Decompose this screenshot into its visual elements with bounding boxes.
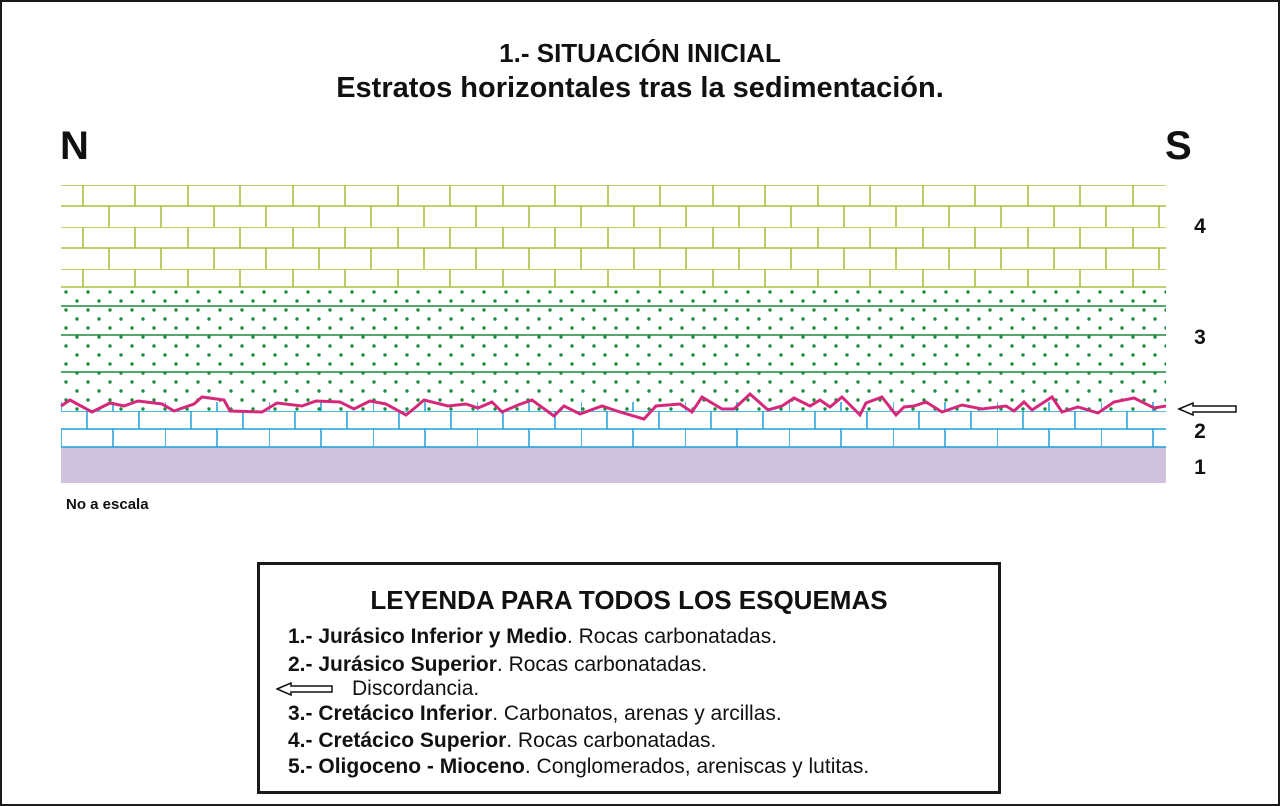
scale-note: No a escala — [66, 496, 149, 513]
legend-item-5: 5.- Oligoceno - Mioceno. Conglomerados, areniscas y lutitas. — [288, 755, 870, 778]
diagram-subtitle: Estratos horizontales tras la sedimentación. — [336, 72, 944, 104]
layer-label-4: 4 — [1194, 215, 1206, 238]
legend-item-2: 2.- Jurásico Superior. Rocas carbonatadas. — [288, 653, 708, 676]
legend-discordance: Discordancia. — [352, 677, 480, 700]
layer-1 — [61, 447, 1166, 483]
layer-label-2: 2 — [1194, 420, 1206, 443]
legend-title: LEYENDA PARA TODOS LOS ESQUEMAS — [370, 585, 888, 615]
legend-item-4: 4.- Cretácico Superior. Rocas carbonatadas. — [288, 729, 717, 752]
diagram-title: 1.- SITUACIÓN INICIAL — [499, 38, 781, 68]
legend-discordance-arrow — [276, 681, 334, 697]
legend-box — [257, 562, 1001, 794]
layer-label-3: 3 — [1194, 326, 1206, 349]
legend-item-1: 1.- Jurásico Inferior y Medio. Rocas carbonatadas. — [288, 625, 778, 648]
north-label: N — [60, 124, 89, 168]
discordance-arrow — [1179, 403, 1236, 415]
layer-label-1: 1 — [1194, 456, 1206, 479]
layer-4 — [61, 185, 1166, 287]
south-label: S — [1165, 124, 1192, 168]
legend-item-3: 3.- Cretácico Inferior. Carbonatos, arenas y arcillas. — [288, 702, 782, 725]
